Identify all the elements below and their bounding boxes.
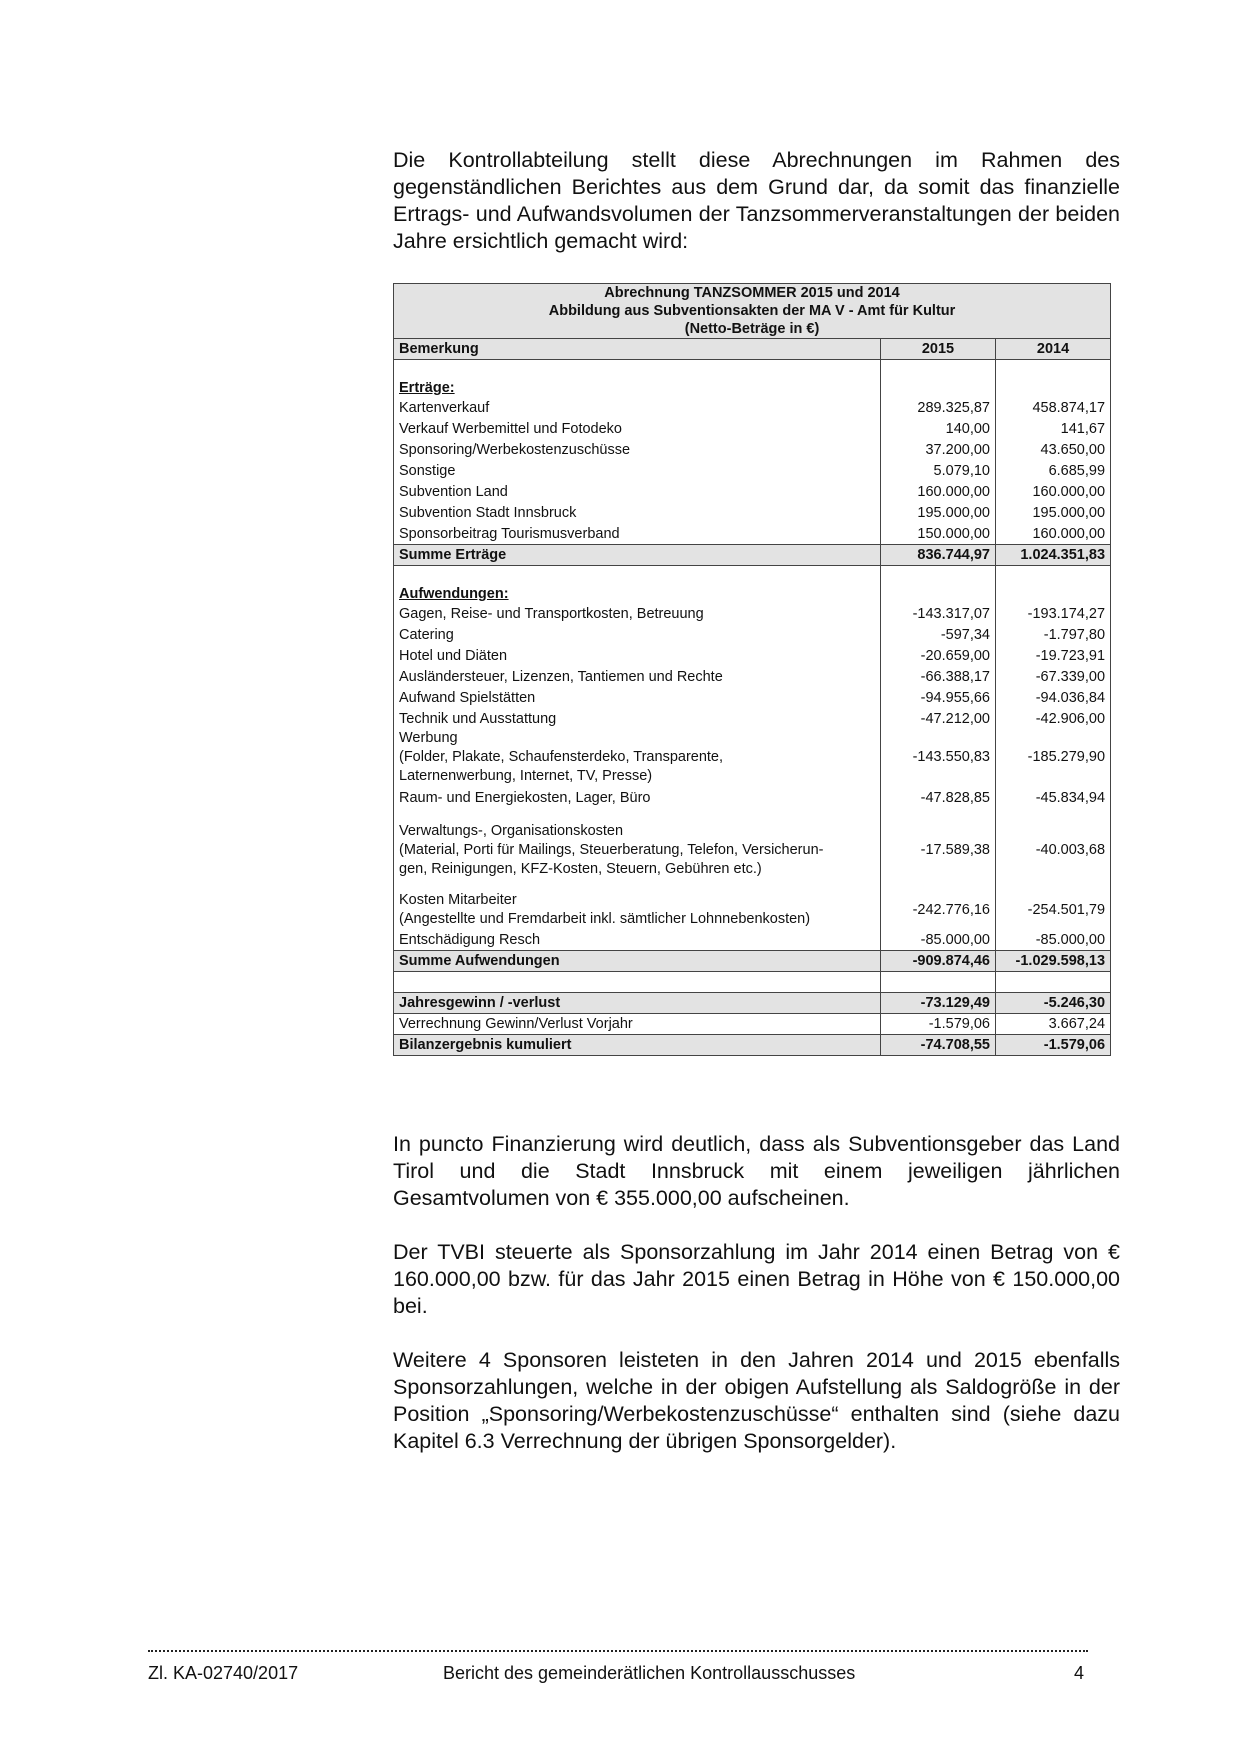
intro-paragraph: Die Kontrollabteilung stellt diese Abrechnungen im Rahmen des gegenständlichen Berichtes aus dem Grund dar, da somit das finanzielle Ertrags- und Aufwandsvolumen der Tanzsommerveranstaltungen der beiden Jahre ersichtlich gemacht wird: (393, 148, 1120, 253)
section-heading-aufwendungen: Aufwendungen: (394, 584, 1111, 603)
financing-paragraph: In puncto Finanzierung wird deutlich, dass als Subventionsgeber das Land Tirol und die Stadt Innsbruck mit einem jeweiligen jährlichen Gesamtvolumen von € 355.000,00 aufscheinen. (393, 1132, 1120, 1210)
table-row: Subvention Stadt Innsbruck 195.000,00 195.000,00 (394, 502, 1111, 523)
table-row: Hotel und Diäten -20.659,00 -19.723,91 (394, 645, 1111, 666)
table-row: Sponsoring/Werbekostenzuschüsse 37.200,00 43.650,00 (394, 439, 1111, 460)
section-heading-ertraege: Erträge: (394, 378, 1111, 397)
col-header-2014: 2014 (996, 339, 1111, 360)
col-header-2015: 2015 (881, 339, 996, 360)
row-jahresgewinn: Jahresgewinn / -verlust -73.129,49 -5.246,30 (394, 993, 1111, 1014)
table-row: Sonstige 5.079,10 6.685,99 (394, 460, 1111, 481)
row-bilanzergebnis: Bilanzergebnis kumuliert -74.708,55 -1.579,06 (394, 1035, 1111, 1056)
sum-row-aufwendungen: Summe Aufwendungen -909.874,46 -1.029.598,13 (394, 951, 1111, 972)
table-row-werbung: Werbung (Folder, Plakate, Schaufensterdeko, Transparente, Laternenwerbung, Internet, TV, Presse) -143.550,83 -185.279,90 (394, 729, 1111, 786)
sum-row-ertraege: Summe Erträge 836.744,97 1.024.351,83 (394, 545, 1111, 566)
table-row-mitarbeiter: Kosten Mitarbeiter (Angestellte und Fremdarbeit inkl. sämtlicher Lohnnebenkosten) -242.776,16 -254.501,79 (394, 879, 1111, 929)
table-title-row (394, 284, 1111, 339)
table-row: Gagen, Reise- und Transportkosten, Betreuung -143.317,07 -193.174,27 (394, 603, 1111, 624)
footer-title: Bericht des gemeinderätlichen Kontrollausschusses (443, 1663, 856, 1683)
finance-table (393, 283, 1111, 1056)
table-header-row (394, 339, 1111, 360)
footer-reference: Zl. KA-02740/2017 (148, 1663, 299, 1683)
table-row-verwaltung: Verwaltungs-, Organisationskosten (Material, Porti für Mailings, Steuerberatung, Telefon, Versicherun- gen, Reinigungen, KFZ-Kosten, Steuern, Gebühren etc.) -17.589,38 -40.003,68 (394, 810, 1111, 879)
table-row: Verkauf Werbemittel und Fotodeko 140,00 141,67 (394, 418, 1111, 439)
table-row: Subvention Land 160.000,00 160.000,00 (394, 481, 1111, 502)
finance-table-figure (393, 283, 1110, 1056)
table-row: Raum- und Energiekosten, Lager, Büro -47.828,85 -45.834,94 (394, 786, 1111, 810)
table-row: Sponsorbeitrag Tourismusverband 150.000,00 160.000,00 (394, 523, 1111, 545)
page-number: 4 (1074, 1663, 1085, 1683)
table-row: Kartenverkauf 289.325,87 458.874,17 (394, 397, 1111, 418)
footer-divider (148, 1636, 1088, 1652)
table-row: Entschädigung Resch -85.000,00 -85.000,00 (394, 929, 1111, 951)
sponsors-paragraph: Weitere 4 Sponsoren leisteten in den Jahren 2014 und 2015 ebenfalls Sponsorzahlungen, welche in der obigen Aufstellung als Saldogröße in der Position „Sponsoring/Werbekostenzuschüsse“ enthalten sind (siehe dazu Kapitel 6.3 Verrechnung der übrigen Sponsorgelder). (393, 1348, 1120, 1453)
tvbi-paragraph: Der TVBI steuerte als Sponsorzahlung im Jahr 2014 einen Betrag von € 160.000,00 bzw. für das Jahr 2015 einen Betrag in Höhe von € 150.000,00 bei. (393, 1240, 1120, 1318)
table-row: Technik und Ausstattung -47.212,00 -42.906,00 (394, 708, 1111, 729)
table-row: Catering -597,34 -1.797,80 (394, 624, 1111, 645)
col-header-label: Bemerkung (394, 339, 881, 360)
table-row: Aufwand Spielstätten -94.955,66 -94.036,84 (394, 687, 1111, 708)
table-title: Abrechnung TANZSOMMER 2015 und 2014 (604, 285, 900, 301)
row-verrechnung: Verrechnung Gewinn/Verlust Vorjahr -1.579,06 3.667,24 (394, 1014, 1111, 1035)
table-row: Ausländersteuer, Lizenzen, Tantiemen und Rechte -66.388,17 -67.339,00 (394, 666, 1111, 687)
table-subtitle: Abbildung aus Subventionsakten der MA V - Amt für Kultur (548, 303, 956, 319)
table-unit-note: (Netto-Beträge in €) (684, 321, 820, 337)
